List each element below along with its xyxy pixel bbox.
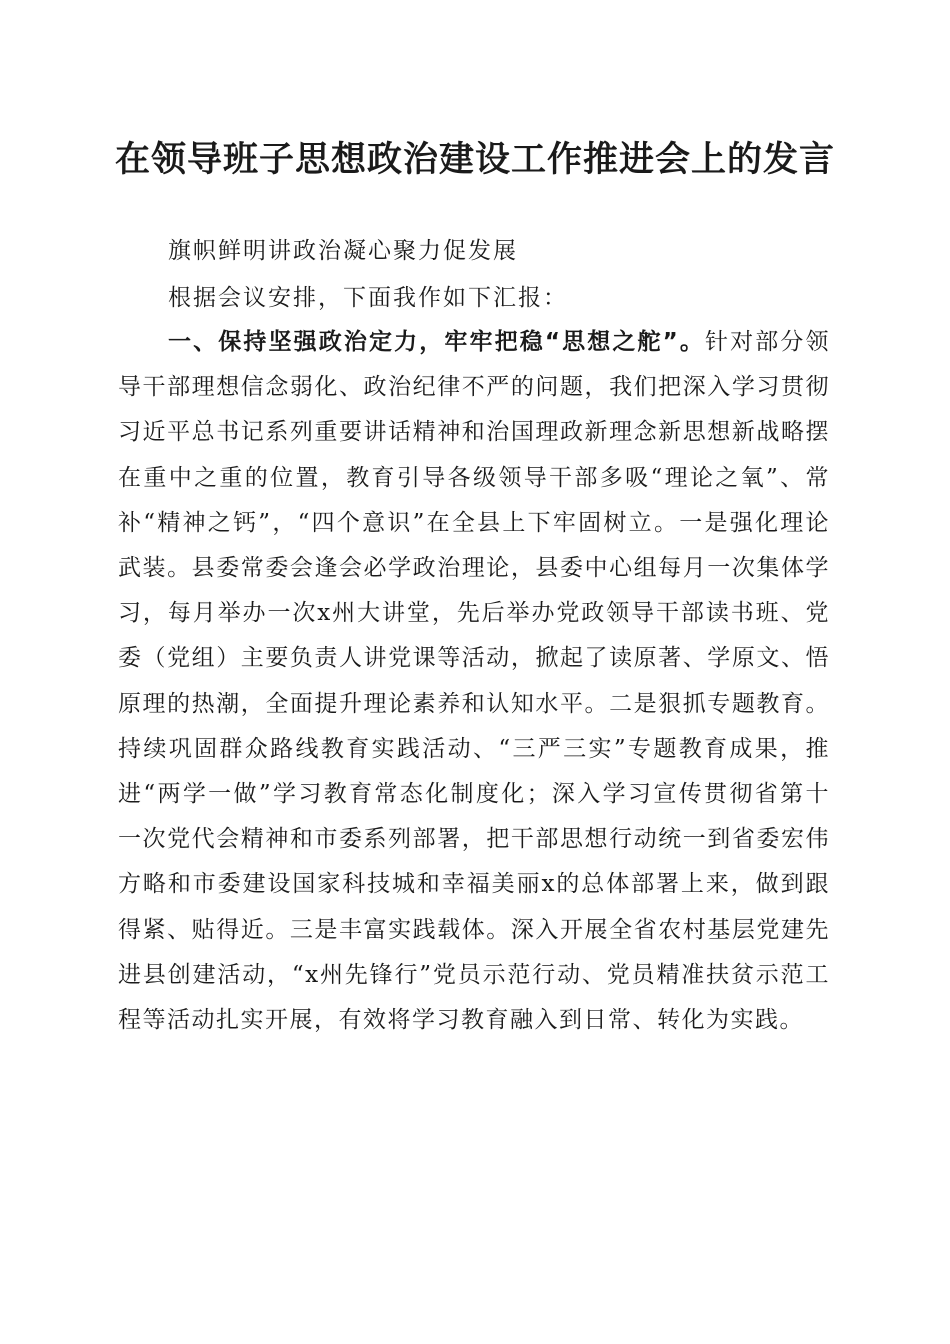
- section-1-paragraph: [118, 320, 830, 1043]
- intro-paragraph: 根据会议安排，下面我作如下汇报：: [168, 285, 568, 311]
- document-title: 在领导班子思想政治建设工作推进会上的发言: [114, 139, 835, 180]
- section-1-text: 针对部分领导干部理想信念弱化、政治纪律不严的问题，我们把深入学习贯彻习近平总书记系列重要讲话精神和治国理政新理念新思想新战略摆在重中之重的位置，教育引导各级领导干部多吸“理论之氧”、常补“精神之钙”，“四个意识”在全县上下牢固树立。一是强化理论武装。县委常委会逢会必学政治理论，县委中心组每月一次集体学习，每月举办一次x州大讲堂，先后举办党政领导干部读书班、党委（党组）主要负责人讲党课等活动，掀起了读原著、学原文、悟原理的热潮，全面提升理论素养和认知水平。二是狠抓专题教育。持续巩固群众路线教育实践活动、“三严三实”专题教育成果，推进“两学一做”学习教育常态化制度化；深入学习宣传贯彻省第十一次党代会精神和市委系列部署，把干部思想行动统一到省委宏伟方略和市委建设国家科技城和幸福美丽x的总体部署上来，做到跟得紧、贴得近。三是丰富实践载体。深入开展全省农村基层党建先进县创建活动，“x州先锋行”党员示范行动、党员精准扶贫示范工程等活动扎实开展，有效将学习教育融入到日常、转化为实践。: [118, 329, 831, 1034]
- section-1-heading: 一、保持坚强政治定力，牢牢把稳“思想之舵”。: [168, 329, 705, 355]
- document-subtitle: 旗帜鲜明讲政治凝心聚力促发展: [168, 238, 518, 264]
